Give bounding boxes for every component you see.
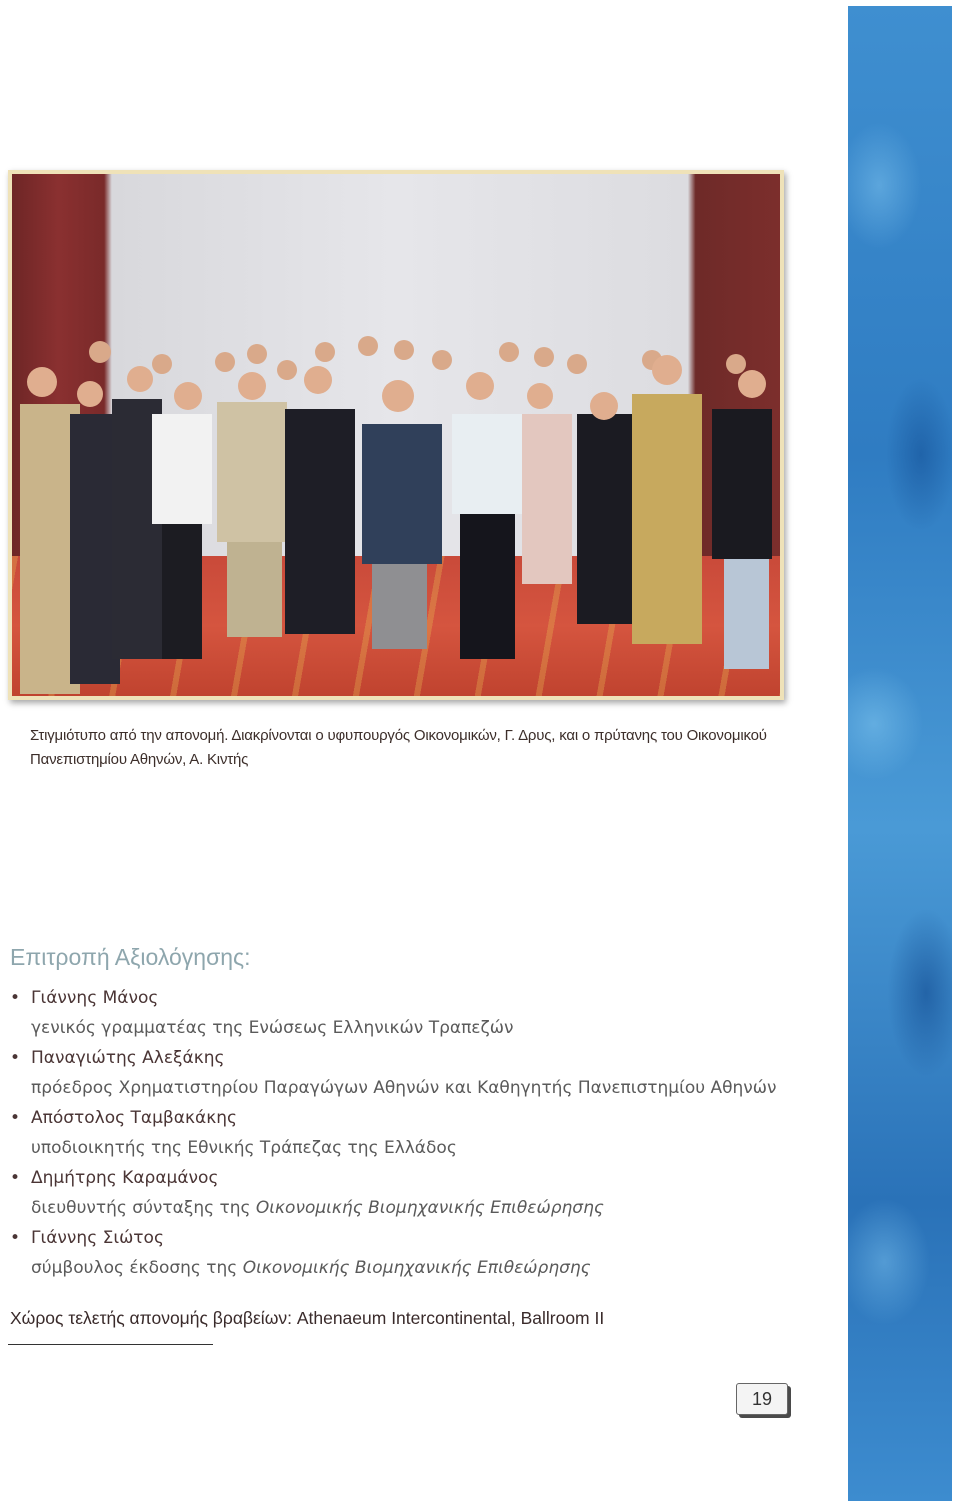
member-role <box>10 1136 830 1160</box>
member-role <box>10 1016 830 1040</box>
member-name <box>10 1106 830 1130</box>
member-name-text: Παναγιώτης Αλεξάκης <box>31 1048 225 1068</box>
list-item <box>10 1166 830 1220</box>
member-name-text: Δημήτρης Καραμάνος <box>31 1168 219 1188</box>
bullet-icon: • <box>10 1048 21 1068</box>
member-role-text: πρόεδρος Χρηματιστηρίου Παραγώγων Αθηνών και Καθηγητής Πανεπιστημίου Αθηνών <box>31 1078 777 1098</box>
venue-line: Χώρος τελετής απονομής βραβείων: Athenaeum Intercontinental, Ballroom II <box>10 1308 605 1328</box>
decorative-side-strip <box>848 6 952 1501</box>
page-number: 19 <box>736 1383 788 1415</box>
divider <box>8 1344 213 1345</box>
member-role-publication: Οικονομικής Βιομηχανικής Επιθεώρησης <box>242 1258 591 1278</box>
member-name <box>10 1166 830 1190</box>
member-name <box>10 1046 830 1070</box>
committee-heading: Επιτροπή Αξιολόγησης: <box>10 944 251 970</box>
member-name-text: Απόστολος Ταμβακάκης <box>31 1108 237 1128</box>
caption-line-1: Στιγμιότυπο από την απονομή. Διακρίνονται ο υφυπουργός Οικονομικών, Γ. Δρυς, και ο πρύτανης του Οικονομικού <box>30 727 767 744</box>
photo-caption <box>30 724 767 772</box>
bullet-icon: • <box>10 988 21 1008</box>
caption-line-2: Πανεπιστημίου Αθηνών, Α. Κιντής <box>30 751 249 768</box>
member-name <box>10 1226 830 1250</box>
member-role-text: υποδιοικητής της Εθνικής Τράπεζας της Ελλάδος <box>31 1138 457 1158</box>
list-item <box>10 1226 830 1280</box>
member-role-text: σύμβουλος έκδοσης της <box>31 1258 243 1278</box>
group-photo <box>12 174 780 696</box>
list-item <box>10 1106 830 1160</box>
member-role-text: γενικός γραμματέας της Ενώσεως Ελληνικών Τραπεζών <box>31 1018 514 1038</box>
member-name <box>10 986 830 1010</box>
list-item <box>10 986 830 1040</box>
list-item <box>10 1046 830 1100</box>
bullet-icon: • <box>10 1228 21 1248</box>
group-photo-frame <box>8 170 784 700</box>
member-name-text: Γιάννης Μάνος <box>31 988 159 1008</box>
member-role-publication: Οικονομικής Βιομηχανικής Επιθεώρησης <box>255 1198 604 1218</box>
photo-people-illustration <box>12 174 780 696</box>
committee-members-list <box>10 986 830 1286</box>
member-role <box>10 1196 830 1220</box>
member-role <box>10 1076 830 1100</box>
member-role-text: διευθυντής σύνταξης της <box>31 1198 256 1218</box>
bullet-icon: • <box>10 1108 21 1128</box>
member-name-text: Γιάννης Σιώτος <box>31 1228 164 1248</box>
bullet-icon: • <box>10 1168 21 1188</box>
member-role <box>10 1256 830 1280</box>
